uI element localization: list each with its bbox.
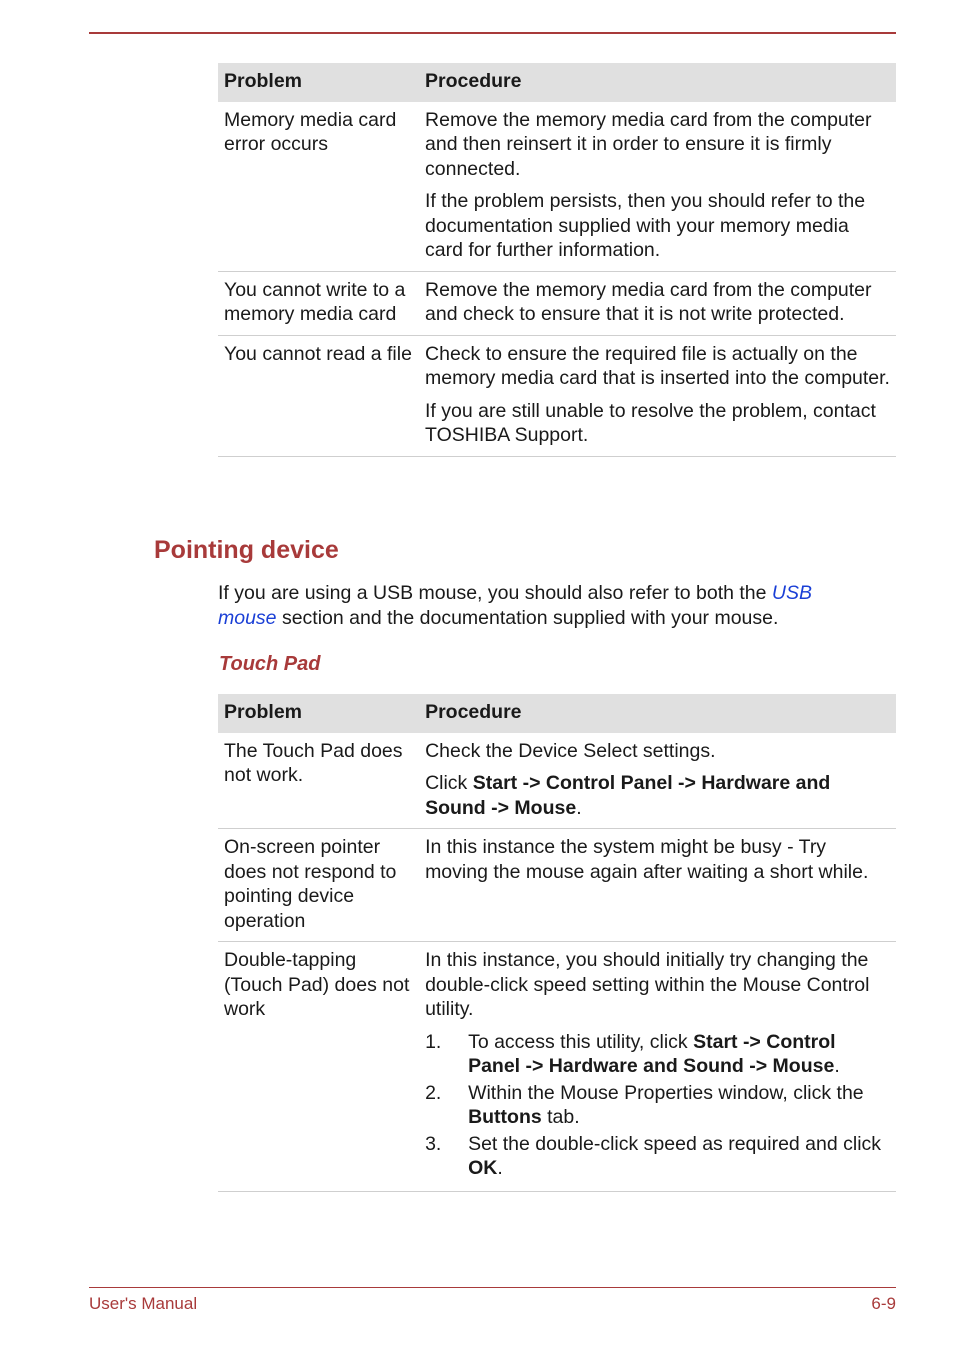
procedure-text: .	[576, 796, 582, 819]
problem-cell: You cannot read a file	[218, 335, 419, 456]
procedure-cell	[419, 942, 896, 1192]
procedure-cell	[419, 829, 896, 942]
procedure-paragraph: Remove the memory media card from the computer and check to ensure that it is not write protected.	[425, 278, 872, 325]
problem-cell: Memory media card error occurs	[218, 102, 419, 272]
footer-rule	[89, 1287, 896, 1288]
step-plain-text: tab.	[541, 1106, 580, 1128]
ui-label: OK	[468, 1157, 498, 1179]
menu-path: Start -> Control Panel -> Hardware and Sound -> Mouse	[425, 772, 831, 819]
column-header-problem: Problem	[218, 63, 419, 102]
procedure-cell	[419, 102, 896, 272]
usb-mouse-link[interactable]: USB mouse	[218, 582, 813, 629]
problem-cell: The Touch Pad does not work.	[218, 733, 419, 829]
step-plain-text: .	[497, 1157, 503, 1179]
column-header-problem: Problem	[218, 694, 419, 733]
procedure-text: Click	[425, 772, 473, 794]
table-row	[218, 942, 896, 1192]
procedure-paragraph: Check the Device Select settings.	[425, 739, 716, 762]
table-header-row	[218, 694, 896, 733]
page-number: 6-9	[871, 1294, 896, 1313]
step-text	[468, 1081, 890, 1130]
subsection-title: Touch Pad	[219, 653, 321, 675]
intro-paragraph	[218, 581, 858, 630]
procedure-paragraph	[425, 771, 890, 820]
step-number: 3.	[425, 1132, 442, 1155]
procedure-paragraph: In this instance, you should initially try changing the double-click speed setting within the Mouse Control utility.	[425, 949, 870, 1020]
step-plain-text: .	[834, 1055, 840, 1077]
table-header-row	[218, 63, 896, 102]
step-number: 1.	[425, 1030, 442, 1053]
step-plain-text: Within the Mouse Properties window, click the	[468, 1081, 864, 1104]
procedure-paragraph: Check to ensure the required file is actually on the memory media card that is inserted into the computer.	[425, 342, 890, 389]
step-text	[468, 1030, 890, 1079]
step-plain-text: To access this utility, click	[468, 1030, 694, 1053]
step-item	[425, 1132, 890, 1181]
step-text	[468, 1132, 890, 1181]
table-row	[218, 335, 896, 456]
menu-path: Start -> Control Panel -> Hardware and Sound -> Mouse	[468, 1030, 836, 1077]
procedure-cell	[419, 335, 896, 456]
step-number: 2.	[425, 1081, 442, 1104]
section-title: Pointing device	[154, 536, 339, 564]
problem-cell: On-screen pointer does not respond to pointing device operation	[218, 829, 419, 942]
procedure-paragraph: If you are still unable to resolve the problem, contact TOSHIBA Support.	[425, 399, 876, 446]
table-row	[218, 271, 896, 335]
table-row	[218, 102, 896, 272]
step-item	[425, 1081, 890, 1130]
procedure-paragraph: In this instance the system might be busy - Try moving the mouse again after waiting a short while.	[425, 836, 869, 883]
column-header-procedure: Procedure	[419, 694, 896, 733]
memory-card-troubleshooting-table	[218, 63, 896, 457]
steps-list	[425, 1030, 890, 1181]
problem-cell: You cannot write to a memory media card	[218, 271, 419, 335]
step-item	[425, 1030, 890, 1079]
procedure-cell	[419, 733, 896, 829]
procedure-cell	[419, 271, 896, 335]
header-rule	[89, 32, 896, 34]
problem-cell: Double-tapping (Touch Pad) does not work	[218, 942, 419, 1192]
table-row	[218, 829, 896, 942]
touch-pad-troubleshooting-table	[218, 694, 896, 1192]
table-row	[218, 733, 896, 829]
procedure-paragraph: Remove the memory media card from the computer and then reinsert it in order to ensure it is firmly connected.	[425, 108, 872, 180]
step-plain-text: Set the double-click speed as required and click	[468, 1132, 882, 1155]
column-header-procedure: Procedure	[419, 63, 896, 102]
intro-text: If you are using a USB mouse, you should also refer to both the	[218, 582, 772, 604]
footer-manual-title: User's Manual	[89, 1294, 198, 1313]
ui-label: Buttons	[468, 1106, 542, 1128]
intro-text: section and the documentation supplied with your mouse.	[276, 606, 779, 629]
procedure-paragraph: If the problem persists, then you should refer to the documentation supplied with your memory media card for further information.	[425, 190, 866, 261]
